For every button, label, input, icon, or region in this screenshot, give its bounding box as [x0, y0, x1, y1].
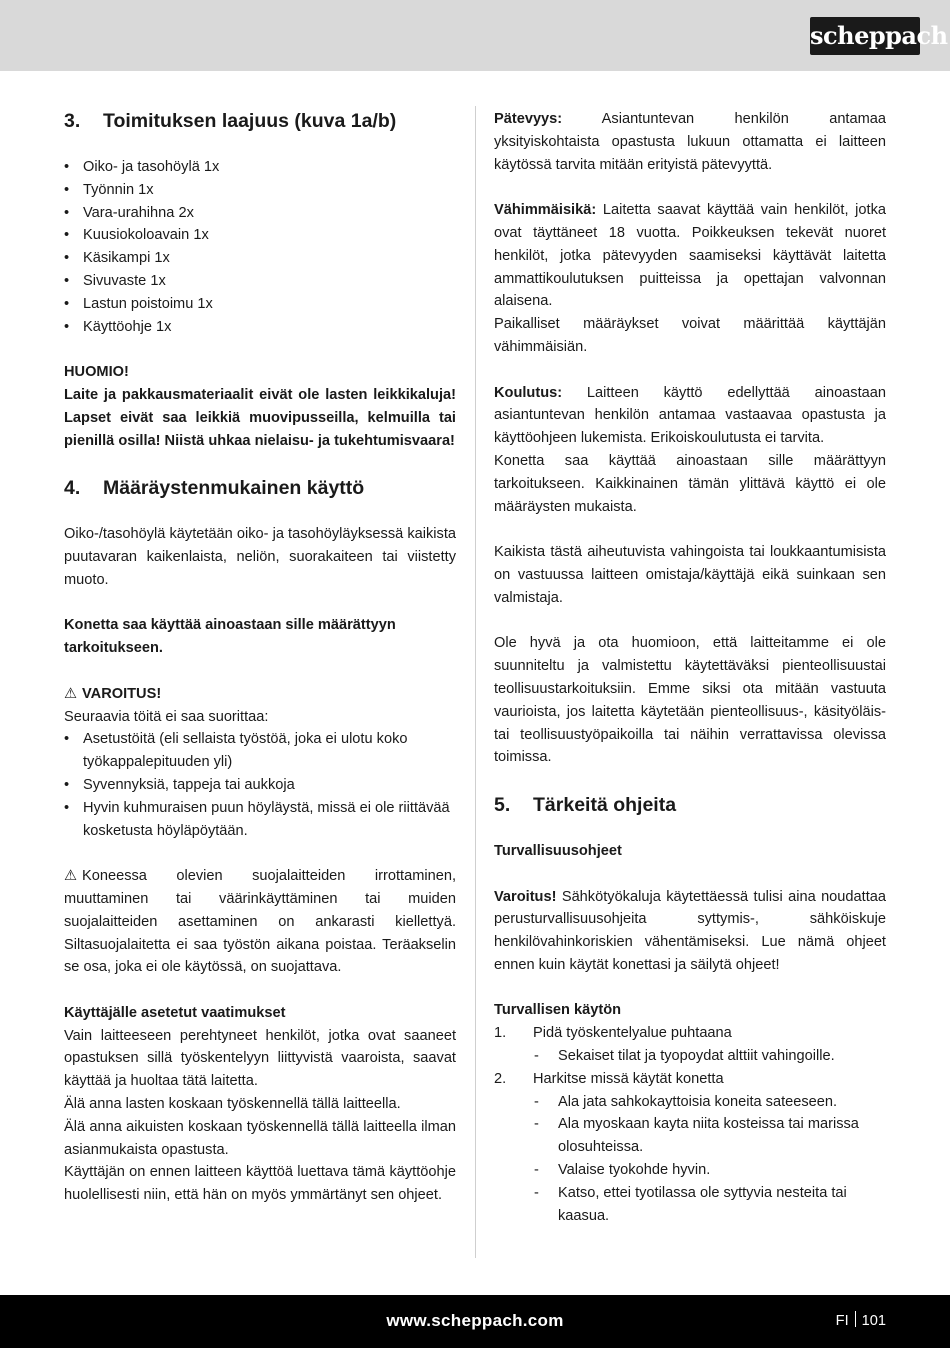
sub-list-item: - Ala jata sahkokayttoisia koneita sateeseen.	[533, 1091, 886, 1114]
sub-list	[533, 1045, 886, 1068]
website-link[interactable]: www.scheppach.com	[386, 1311, 564, 1330]
section-3-heading	[64, 108, 456, 134]
qualification-text: Pätevyys: Asiantuntevan henkilön antamaa yksityiskohtaista opastusta lukuun ottamatta ei laitteen käytössä tarvita mitään erityistä pätevyyttä.	[494, 111, 886, 173]
design-note-text: Ole hyvä ja ota huomioon, että laitteitamme ei ole suunniteltu ja valmistettu käytettäväksi pienteollisuustai teollisuustarkoituksiin. Emme siksi ota mitään vastuuta vaurioista, jos laitetta käytetään pienteollisuus-, käsityöläis- tai teollisuustyöpaikoilla tai näihin verrattavissa olevissa toimissa.	[494, 635, 886, 766]
left-column	[64, 108, 456, 1207]
minimum-age-text: Vähimmäisikä: Laitetta saavat käyttää vain henkilöt, jotka ovat täyttäneet 18 vuotta. Poikkeuksen tekevät nuoret henkilöt, jotka pätevyyden saamiseksi käyttävät laitetta ammattikoulutuksen puitteissa ja opettajan valvonnan alaisena.	[494, 202, 886, 310]
list-item: • Käyttöohje 1x	[64, 316, 456, 339]
list-item: • Vara-urahihna 2x	[64, 202, 456, 225]
sub-list	[533, 1091, 886, 1228]
minimum-age-text-2: Paikalliset määräykset voivat määrittää käyttäjän vähimmäisiän.	[494, 316, 886, 355]
section-title: Toimituksen laajuus (kuva 1a/b)	[103, 110, 397, 132]
intended-use-text: Oiko-/tasohöylä käytetään oiko- ja tasohöyläyksessä kaikista puutavaran kaikenlaista, neliön, suorakaiteen tai viistetty muoto.	[64, 526, 456, 588]
sub-list-item: - Katso, ettei tyotilassa ole syttyvia nesteita tai kaasua.	[533, 1182, 886, 1228]
requirements-text: Älä anna lasten koskaan työskennellä tällä laitteella.	[64, 1096, 401, 1113]
warning-heading: ⚠ VAROITUS!	[64, 683, 456, 706]
right-column	[494, 108, 886, 1227]
liability-text: Kaikista tästä aiheutuvista vahingoista tai loukkaantumisista on vastuussa laitteen omistaja/käyttäjä eikä suinkaan sen valmistaja.	[494, 544, 886, 606]
section-title: Tärkeitä ohjeita	[533, 793, 677, 816]
list-item: • Oiko- ja tasohöylä 1x	[64, 156, 456, 179]
page-separator	[855, 1311, 856, 1327]
section-4-heading	[64, 475, 456, 501]
header-bar	[0, 0, 950, 71]
column-divider	[475, 106, 476, 1258]
list-item: • Kuusiokoloavain 1x	[64, 224, 456, 247]
section-number: 3.	[64, 110, 81, 132]
section-number: 5.	[494, 793, 511, 816]
list-item: 1. Pidä työskentelyalue puhtaana - Sekaiset tilat ja tyopoydat alttiit vahingoille.	[494, 1022, 886, 1068]
caution-text: Varoitus! Sähkötyökaluja käytettäessä tulisi aina noudattaa perusturvallisuusohjeita syttymis-, sähköiskuje henkilövahinkoriskien vähentämiseksi. Lue nämä ohjeet ennen kuin käytät konettasi ja säilytä ohjeet!	[494, 888, 886, 973]
training-text-2: Konetta saa käyttää ainoastaan sille määrättyyn tarkoitukseen. Kaikkinainen tämän ylittävä käyttö ei ole määräysten mukaista.	[494, 452, 886, 515]
safety-heading: Turvallisuusohjeet	[494, 842, 622, 859]
section-number: 4.	[64, 477, 81, 500]
list-item: 2. Harkitse missä käytät konetta - Ala jata sahkokayttoisia koneita sateeseen. - Ala myoskaan kayta niita kosteissa tai marissa olosuhteissa. - Valaise tyokohde hyvin. - Katso, ettei tyotilassa ole syttyvia nesteita tai kaasua.	[494, 1068, 886, 1228]
requirements-text: Käyttäjän on ennen laitteen käyttöä luettava tämä käyttöohje huolellisesti niin, että hän on myös ymmärtänyt sen ohjeet.	[64, 1164, 456, 1204]
safe-use-list	[494, 1022, 886, 1227]
sub-list-item: - Valaise tyokohde hyvin.	[533, 1159, 886, 1182]
requirements-text: Älä anna aikuisten koskaan työskennellä tällä laitteella ilman asianmukaista opastusta.	[64, 1118, 456, 1158]
note-text: Laite ja pakkausmateriaalit eivät ole lasten leikkikaluja! Lapset eivät saa leikkiä muovipusseilla, kelmuilla tai pienillä osilla! Niistä uhkaa nielaisu- ja tukehtumisvaara!	[64, 386, 456, 449]
warning-icon: ⚠	[64, 868, 78, 885]
sub-list-item: - Ala myoskaan kayta niita kosteissa tai marissa olosuhteissa.	[533, 1113, 886, 1159]
section-5-heading	[494, 792, 886, 818]
list-item: • Syvennyksiä, tappeja tai aukkoja	[64, 774, 456, 797]
note-heading: HUOMIO!	[64, 364, 129, 381]
list-item: • Lastun poistoimu 1x	[64, 293, 456, 316]
list-item: • Hyvin kuhmuraisen puun höyläystä, missä ei ole riittävää kosketusta höyläpöytään.	[64, 797, 456, 843]
list-item: • Asetustöitä (eli sellaista työstöä, joka ei ulotu koko työkappalepituuden yli)	[64, 728, 456, 774]
list-item: • Käsikampi 1x	[64, 247, 456, 270]
requirements-text: Vain laitteeseen perehtyneet henkilöt, jotka ovat saaneet opastuksen sillä työskentelyyn liittyvistä vaaroista, saavat käyttää ja huoltaa tätä laitetta.	[64, 1027, 456, 1090]
warning-list	[64, 728, 456, 842]
training-text: Koulutus: Laitteen käyttö edellyttää ainoastaan asiantuntevan henkilön antamaa vastaavaa opastusta ja käyttöohjeen lukemista. Erikoiskoulutusta ei tarvita.	[494, 384, 886, 447]
safe-use-heading: Turvallisen käytön	[494, 1002, 622, 1019]
list-item: • Sivuvaste 1x	[64, 270, 456, 293]
sub-list-item: - Sekaiset tilat ja tyopoydat alttiit vahingoille.	[533, 1045, 886, 1068]
page-indicator	[836, 1308, 886, 1334]
warning-intro: Seuraavia töitä ei saa suorittaa:	[64, 708, 269, 725]
requirements-heading: Käyttäjälle asetetut vaatimukset	[64, 1004, 286, 1021]
list-item: • Työnnin 1x	[64, 179, 456, 202]
scope-list	[64, 156, 456, 338]
intended-use-bold: Konetta saa käyttää ainoastaan sille määrättyyn tarkoitukseen.	[64, 617, 396, 657]
page-number: 101	[861, 1313, 886, 1329]
section-title: Määräystenmukainen käyttö	[103, 477, 365, 500]
guard-text: ⚠ Koneessa olevien suojalaitteiden irrottaminen, muuttaminen tai väärinkäyttäminen tai muiden suojalaitteiden asettaminen on ankarasti kiellettyä. Siltasuojalaitetta ei saa työstön aikana poistaa. Teräakselin se osa, joka ei ole käytössä, on suojattava.	[64, 865, 456, 979]
warning-icon: ⚠	[64, 685, 78, 702]
footer-bar	[0, 1295, 950, 1348]
brand-logo: scheppach	[810, 17, 920, 55]
language-code: FI	[835, 1313, 849, 1329]
